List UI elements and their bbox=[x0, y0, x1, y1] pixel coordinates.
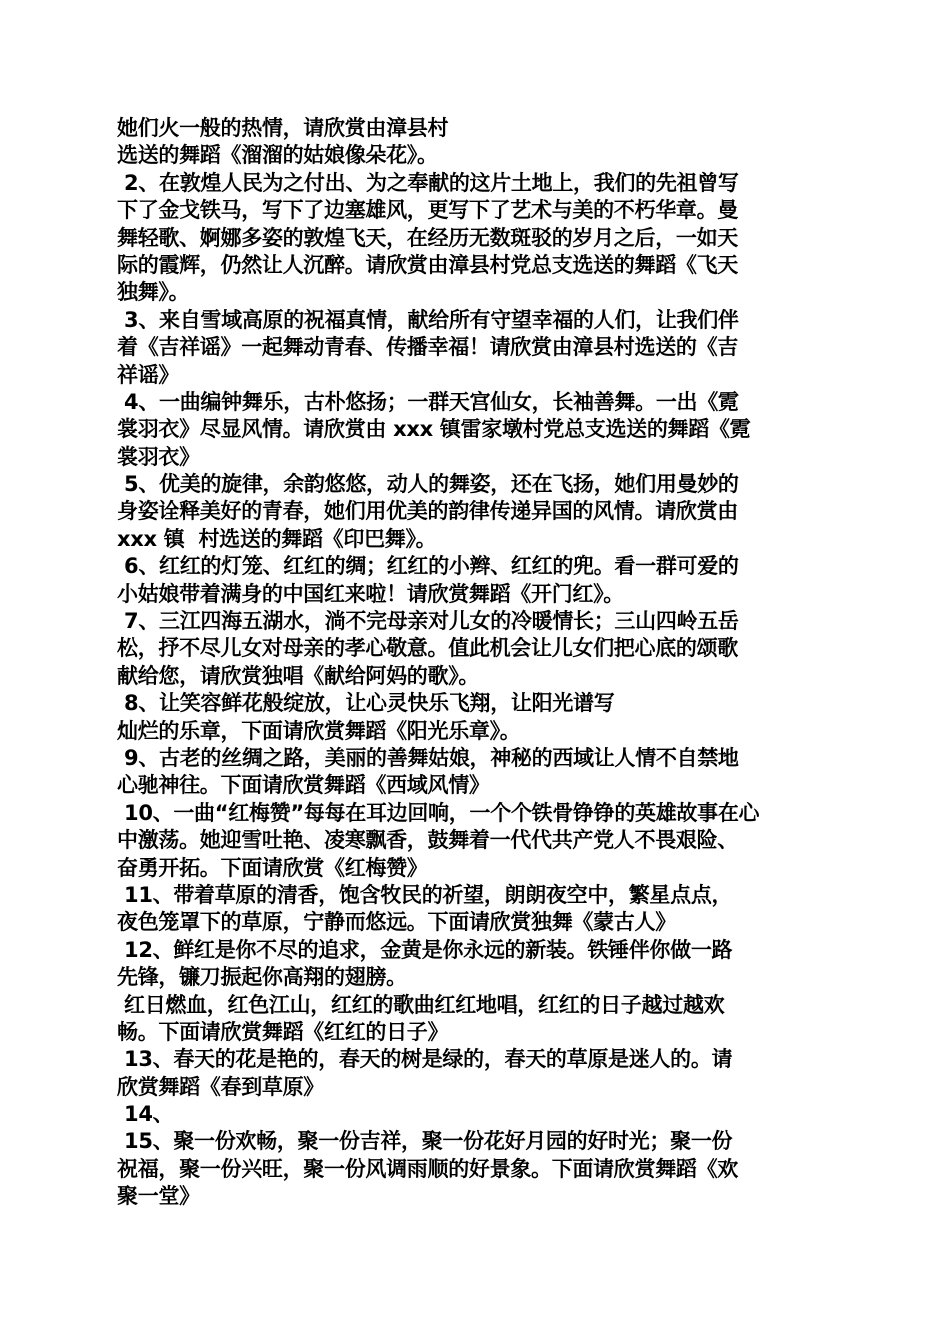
text-line: 献给您，请欣赏独唱《献给阿妈的歌》。 bbox=[117, 663, 480, 688]
text-line: 聚一堂》 bbox=[117, 1184, 200, 1209]
text-line: 6、红红的灯笼、红红的绸；红红的小辫、红红的兜。看一群可爱的 bbox=[117, 554, 739, 579]
text-line: 8、让笑容鲜花般绽放，让心灵快乐飞翔，让阳光谱写 bbox=[117, 691, 615, 716]
text-line: 5、优美的旋律，余韵悠悠，动人的舞姿，还在飞扬，她们用曼妙的 bbox=[117, 472, 739, 497]
text-line: 灿烂的乐章，下面请欣赏舞蹈《阳光乐章》。 bbox=[117, 718, 521, 743]
text-line: 下了金戈铁马，写下了边塞雄风，更写下了艺术与美的不朽华章。曼 bbox=[117, 198, 738, 223]
text-line: 红日燃血，红色江山，红红的歌曲红红地唱，红红的日子越过越欢 bbox=[117, 992, 725, 1017]
text-line: 7、三江四海五湖水，淌不完母亲对儿女的冷暖情长；三山四岭五岳 bbox=[117, 609, 739, 634]
text-line: 畅。下面请欣赏舞蹈《红红的日子》 bbox=[117, 1019, 449, 1044]
text-line: 9、古老的丝绸之路，美丽的善舞姑娘，神秘的西域让人情不自禁地 bbox=[117, 745, 739, 770]
text-line: 11、带着草原的清香，饱含牧民的祈望，朗朗夜空中，繁星点点， bbox=[117, 882, 733, 907]
text-line: 12、鲜红是你不尽的追求，金黄是你永远的新装。铁锤伴你做一路 bbox=[117, 937, 733, 962]
document-body bbox=[117, 115, 837, 1211]
text-line: 奋勇开拓。下面请欣赏《红梅赞》 bbox=[117, 855, 428, 880]
text-line: 先锋，镰刀振起你高翔的翅膀。 bbox=[117, 965, 407, 990]
text-line: xxx 镇 村选送的舞蹈《印巴舞》。 bbox=[117, 526, 437, 551]
text-line: 裳羽衣》尽显风情。请欣赏由 xxx 镇雷家墩村党总支选送的舞蹈《霓 bbox=[117, 417, 751, 442]
text-line: 身姿诠释美好的青春，她们用优美的韵律传递异国的风情。请欣赏由 bbox=[117, 499, 738, 524]
text-line: 欣赏舞蹈《春到草原》 bbox=[117, 1074, 324, 1099]
text-line: 14、 bbox=[117, 1102, 174, 1127]
text-line: 夜色笼罩下的草原，宁静而悠远。下面请欣赏独舞《蒙古人》 bbox=[117, 910, 676, 935]
text-line: 小姑娘带着满身的中国红来啦！请欣赏舞蹈《开门红》。 bbox=[117, 581, 624, 606]
text-line: 2、在敦煌人民为之付出、为之奉献的这片土地上，我们的先祖曾写 bbox=[117, 170, 739, 195]
text-line: 祝福，聚一份兴旺，聚一份风调雨顺的好景象。下面请欣赏舞蹈《欢 bbox=[117, 1156, 738, 1181]
text-line: 中激荡。她迎雪吐艳、凌寒飘香，鼓舞着一代代共产党人不畏艰险、 bbox=[117, 828, 738, 853]
text-line: 独舞》。 bbox=[117, 280, 190, 305]
text-line: 祥谣》 bbox=[117, 362, 180, 387]
text-line: 15、聚一份欢畅，聚一份吉祥，聚一份花好月园的好时光；聚一份 bbox=[117, 1129, 733, 1154]
text-line: 13、春天的花是艳的，春天的树是绿的，春天的草原是迷人的。请 bbox=[117, 1047, 733, 1072]
text-line: 舞轻歌、婀娜多姿的敦煌飞天，在经历无数斑驳的岁月之后，一如天 bbox=[117, 225, 738, 250]
text-line: 际的霞辉，仍然让人沉醉。请欣赏由漳县村党总支选送的舞蹈《飞天 bbox=[117, 252, 738, 277]
text-line: 3、来自雪域高原的祝福真情，献给所有守望幸福的人们，让我们伴 bbox=[117, 307, 739, 332]
text-line: 松，抒不尽儿女对母亲的孝心敬意。值此机会让儿女们把心底的颂歌 bbox=[117, 636, 738, 661]
text-line: 心驰神往。下面请欣赏舞蹈《西域风情》 bbox=[117, 773, 490, 798]
text-line: 10、一曲“红梅赞”每每在耳边回响，一个个铁骨铮铮的英雄故事在心 bbox=[117, 800, 760, 825]
text-line: 选送的舞蹈《溜溜的姑娘像朵花》。 bbox=[117, 143, 438, 168]
text-line: 她们火一般的热情，请欣赏由漳县村 bbox=[117, 116, 449, 140]
text-line: 着《吉祥谣》一起舞动青春、传播幸福！请欣赏由漳县村选送的《吉 bbox=[117, 335, 738, 360]
text-line: 裳羽衣》 bbox=[117, 444, 200, 469]
text-line: 4、一曲编钟舞乐，古朴悠扬；一群天宫仙女，长袖善舞。一出《霓 bbox=[117, 389, 739, 414]
